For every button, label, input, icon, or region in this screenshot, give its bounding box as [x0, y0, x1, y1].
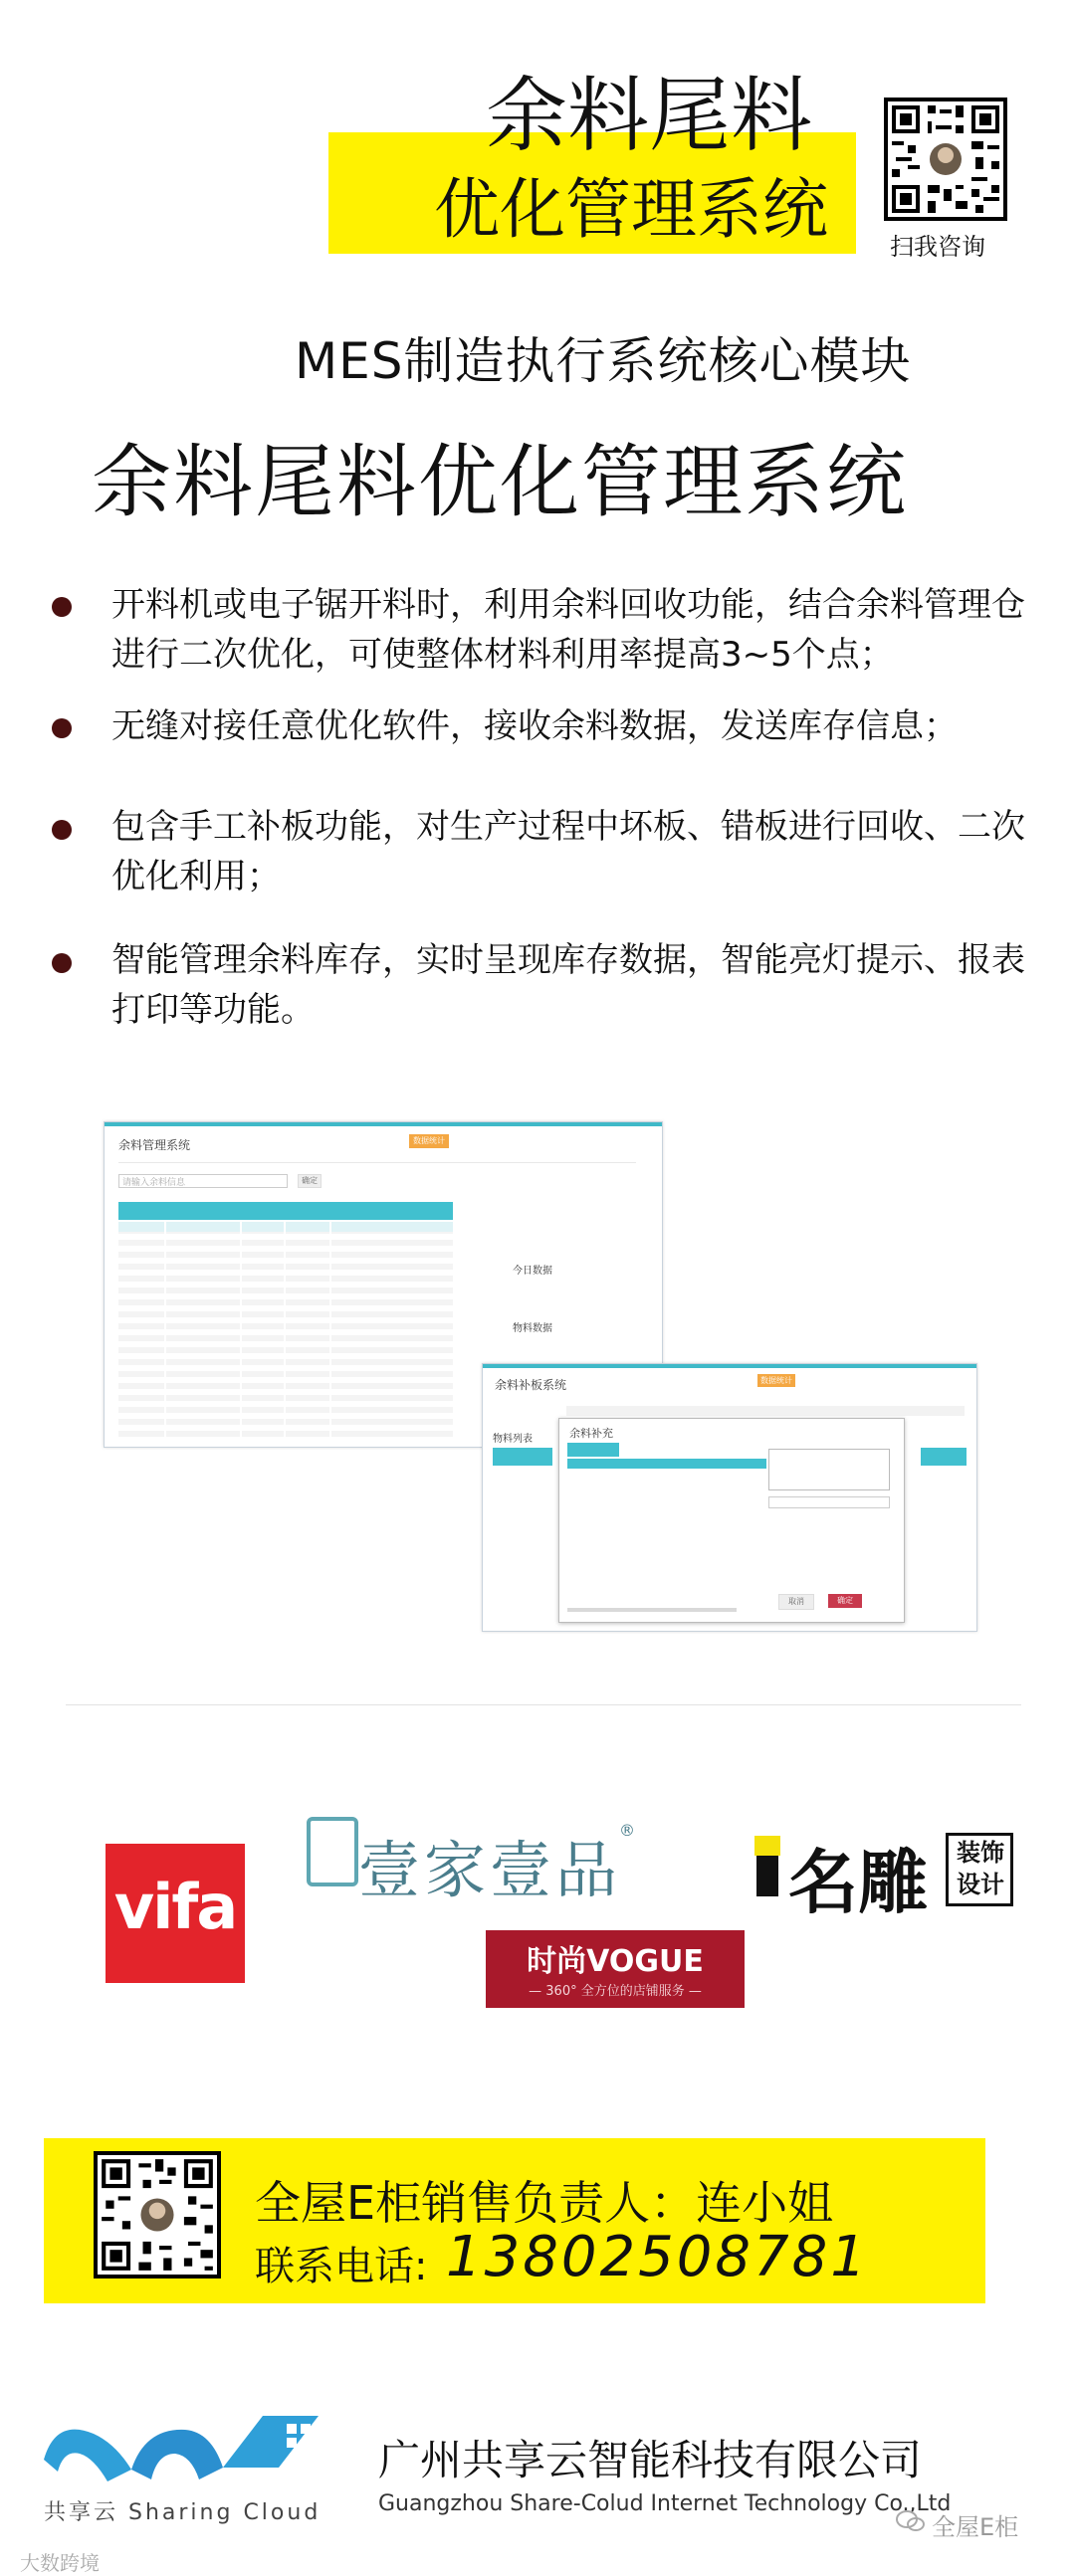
- dialog-cancel-button[interactable]: 取消: [778, 1594, 814, 1610]
- vifa-logo-text: vifa: [113, 1871, 237, 1943]
- dialog-confirm-button[interactable]: 确定: [828, 1594, 862, 1608]
- table-row-selected[interactable]: [118, 1222, 453, 1232]
- vogue-logo-tagline: — 360° 全方位的店铺服务 —: [529, 1984, 702, 1999]
- column-gap: [240, 1222, 242, 1441]
- feature-item: 开料机或电子锯开料时，利用余料回收功能，结合余料管理仓进行二次优化，可使整体材料利用率提高3~5个点；: [111, 585, 1025, 675]
- yijia-logo-mark: [307, 1817, 358, 1886]
- table-row-selected[interactable]: [921, 1448, 967, 1466]
- yijia-logo-text: 壹家壹品: [358, 1834, 622, 1906]
- window-accent-bar: [483, 1364, 976, 1368]
- table-header: [566, 1406, 965, 1416]
- window-accent-bar: [105, 1122, 662, 1126]
- mingdiao-logo-icon-top: [754, 1836, 780, 1856]
- stats-button[interactable]: 数据统计: [409, 1134, 449, 1148]
- window-title: 余料管理系统: [118, 1138, 191, 1152]
- feature-item: 无缝对接任意优化软件，接收余料数据，发送库存信息；: [111, 706, 958, 746]
- search-input[interactable]: [118, 1174, 288, 1188]
- subtitle: MES制造执行系统核心模块: [295, 332, 912, 390]
- bullet-dot: [52, 953, 72, 973]
- bullet-dot: [52, 597, 72, 617]
- watermark: 大数跨境: [20, 2551, 100, 2575]
- side-list-selected[interactable]: [493, 1448, 552, 1466]
- dialog-tab-active[interactable]: [567, 1443, 619, 1457]
- column-gap: [284, 1222, 286, 1441]
- contact-qr-code-icon[interactable]: [94, 2151, 221, 2279]
- sharing-cloud-logo: [36, 2398, 334, 2489]
- dialog-input[interactable]: [768, 1496, 890, 1508]
- search-placeholder: 请输入余料信息: [122, 1178, 186, 1188]
- screenshot-patch-system: [482, 1363, 977, 1632]
- section-divider: [66, 1704, 1021, 1705]
- sharing-cloud-logo-icon: [36, 2398, 334, 2489]
- qr-pattern: [98, 2155, 217, 2275]
- table-header: [118, 1202, 453, 1220]
- wechat-icon: [896, 2509, 926, 2537]
- horizontal-scrollbar[interactable]: [567, 1608, 737, 1612]
- feature-item: 包含手工补板功能，对生产过程中坏板、错板进行回收、二次优化利用；: [111, 807, 1025, 896]
- column-gap: [329, 1222, 331, 1441]
- header-title-line2: 优化管理系统: [434, 171, 828, 248]
- bullet-dot: [52, 718, 72, 738]
- feature-item: 智能管理余料库存，实时呈现库存数据，智能亮灯提示、报表打印等功能。: [111, 940, 1025, 1030]
- search-button[interactable]: 确定: [298, 1174, 322, 1188]
- stats-today-label: 今日数据: [513, 1266, 552, 1277]
- column-gap: [164, 1222, 166, 1441]
- registered-mark: ®: [619, 1821, 635, 1840]
- qr-pattern: [888, 101, 1003, 217]
- window-title: 余料补板系统: [495, 1378, 567, 1392]
- dialog-title: 余料补充: [569, 1427, 613, 1440]
- phone-number[interactable]: 13802508781: [446, 2225, 869, 2289]
- qr-code-icon[interactable]: [884, 98, 1007, 221]
- menu-divider: [118, 1162, 636, 1163]
- dialog-table-header: [567, 1459, 766, 1469]
- table-body: [118, 1222, 453, 1441]
- wechat-account-name: 全屋E柜: [932, 2513, 1019, 2541]
- mingdiao-logo-text: 名雕: [788, 1841, 928, 1923]
- header-title-line1: 余料尾料: [486, 69, 813, 163]
- mingdiao-logo-box-text: 装饰设计: [957, 1838, 1004, 1898]
- dropdown-list[interactable]: [768, 1449, 890, 1490]
- stats-button[interactable]: 数据统计: [757, 1374, 795, 1387]
- bullet-dot: [52, 820, 72, 840]
- contact-person: 全屋E柜销售负责人：连小姐: [255, 2176, 834, 2230]
- company-name-en: Guangzhou Share-Colud Internet Technology Co.,Ltd: [378, 2491, 952, 2516]
- brand-name: 共享云 Sharing Cloud: [44, 2500, 322, 2525]
- side-list-label: 物料列表: [493, 1434, 533, 1445]
- company-name-cn: 广州共享云智能科技有限公司: [378, 2436, 923, 2484]
- patch-dialog: [558, 1418, 905, 1623]
- qr-caption: 扫我咨询: [890, 233, 985, 261]
- phone-label: 联系电话:: [255, 2244, 428, 2289]
- main-title: 余料尾料优化管理系统: [92, 436, 908, 528]
- stats-material-label: 物料数据: [513, 1323, 552, 1334]
- vogue-logo-text: 时尚VOGUE: [527, 1944, 704, 1979]
